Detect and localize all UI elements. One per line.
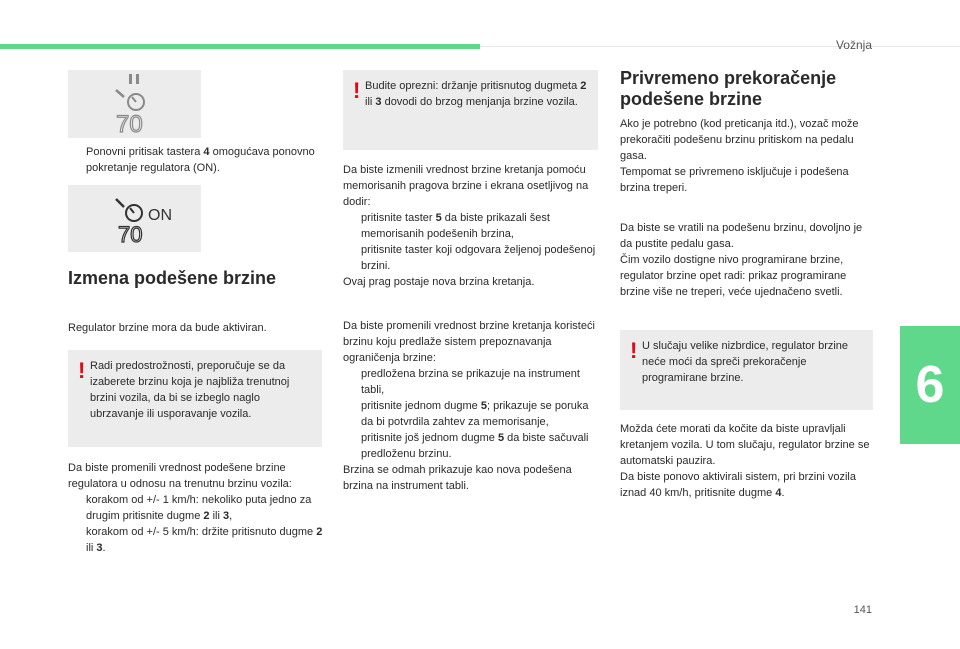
- downhill-warning-text: U slučaju velike nizbrdice, regulator brzine neće moći da spreči prekoračenje programirane brzine.: [642, 340, 849, 384]
- recognition-step-2: pritisnite jednom dugme 5; prikazuje se poruka da bi potvrdila zahtev za memorisanje,: [361, 400, 589, 428]
- override-text-2b: Čim vozilo dostigne nivo programirane brzine, regulator brzine opet radi: prikaz programirane brzine više ne treperi, veće ujednačeno svetli.: [620, 254, 847, 298]
- override-text-1: Ako je potrebno (kod preticanja itd.), vozač može prekoračiti podešenu brzinu pritiskom na pedalu gasa.: [620, 118, 859, 162]
- memorised-speed-block: [343, 162, 603, 290]
- section-title: Vožnja: [835, 38, 872, 52]
- resume-text-end: omogućava ponovno pokretanje regulatora (ON).: [86, 146, 315, 174]
- override-paragraph-2: [620, 220, 876, 300]
- memorised-step-2: pritisnite taster koji odgovara željenoj podešenoj brzini.: [361, 244, 596, 272]
- warning-icon: !: [630, 338, 638, 363]
- override-paragraph-3: [620, 421, 876, 501]
- override-paragraph-1: [620, 116, 876, 196]
- warning-icon: !: [353, 78, 361, 103]
- precaution-warning-box: [68, 350, 322, 447]
- active-speed-display-illustration: [68, 185, 201, 252]
- active-cruise-control-icon: [68, 185, 201, 252]
- temporary-override-heading: Privremeno prekoračenje podešene brzine: [620, 68, 837, 109]
- memorised-end: Ovaj prag postaje nova brzina kretanja.: [343, 276, 535, 288]
- caution-warning-text: Budite oprezni: držanje pritisnutog dugmeta 2 ili 3 dovodi do brzog menjanja brzine vozila.: [365, 80, 587, 108]
- chapter-tab: 6: [900, 326, 960, 444]
- recognition-end: Brzina se odmah prikazuje kao nova podešena brzina na instrument tabli.: [343, 464, 572, 492]
- memorised-intro: Da biste izmenili vrednost brzine kretanja pomoću memorisanih pragova brzine i ekrana osetljivog na dodir:: [343, 164, 589, 208]
- caution-warning-box: [343, 70, 598, 150]
- paused-speed-display-illustration: [68, 70, 201, 138]
- change-speed-heading: Izmena podešene brzine: [68, 268, 277, 288]
- step-2: korakom od +/- 5 km/h: držite pritisnuto dugme 2 ili 3.: [86, 526, 323, 554]
- active-speed-value: 70: [118, 222, 143, 247]
- change-intro-text: Da biste promenili vrednost podešene brzine regulatora u odnosu na trenutnu brzinu vozila:: [68, 462, 292, 490]
- recognition-step-3: pritisnite još jednom dugme 5 da biste sačuvali predloženu brzinu.: [361, 432, 589, 460]
- intro-block: [68, 320, 328, 336]
- override-text-3b: Da biste ponovo aktivirali sistem, pri brzini vozila iznad 40 km/h, pritisnite dugme 4.: [620, 471, 856, 499]
- precaution-warning-text: Radi predostrožnosti, preporučuje se da izaberete brzinu koja je najbliža trenutnoj brzini vozila, da bi se izbeglo naglo ubrzavanje ili usporavanje vozila.: [90, 360, 290, 420]
- override-text-3: Možda ćete morati da kočite da biste upravljali kretanjem vozila. U tom slučaju, regulator brzine se automatski pauzira.: [620, 423, 870, 467]
- paused-speed-value: 70: [116, 111, 143, 138]
- recognition-intro: Da biste promenili vrednost brzine kretanja koristeći brzinu koju predlaže sistem prepoznavanja ograničenja brzine:: [343, 320, 595, 364]
- top-accent-bar: [0, 44, 480, 49]
- recognition-step-1: predložena brzina se prikazuje na instrument tabli,: [361, 368, 580, 396]
- downhill-warning-box: [620, 330, 873, 410]
- key-number: 4: [203, 146, 210, 158]
- page-number: 141: [853, 604, 872, 616]
- paused-cruise-control-icon: [68, 70, 201, 138]
- top-rule: [480, 46, 960, 47]
- memorised-step-1: pritisnite taster 5 da biste prikazali šest memorisanih podešenih brzina,: [361, 212, 550, 240]
- temporary-override-heading-block: [620, 68, 876, 110]
- change-speed-heading-block: [68, 268, 328, 289]
- on-label: ON: [148, 207, 172, 224]
- intro-text: Regulator brzine mora da bude aktiviran.: [68, 322, 267, 334]
- resume-instruction: [68, 144, 328, 176]
- warning-icon: !: [78, 358, 86, 383]
- step-1: korakom od +/- 1 km/h: nekoliko puta jedno za drugim pritisnite dugme 2 ili 3,: [86, 494, 312, 522]
- resume-text: Ponovni pritisak tastera: [86, 146, 204, 158]
- recognition-speed-block: [343, 318, 603, 494]
- override-text-2: Da biste se vratili na podešenu brzinu, dovoljno je da pustite pedalu gasa.: [620, 222, 863, 250]
- override-text-1b: Tempomat se privremeno isključuje i podešena brzina treperi.: [620, 166, 849, 194]
- change-speed-steps: [68, 460, 328, 556]
